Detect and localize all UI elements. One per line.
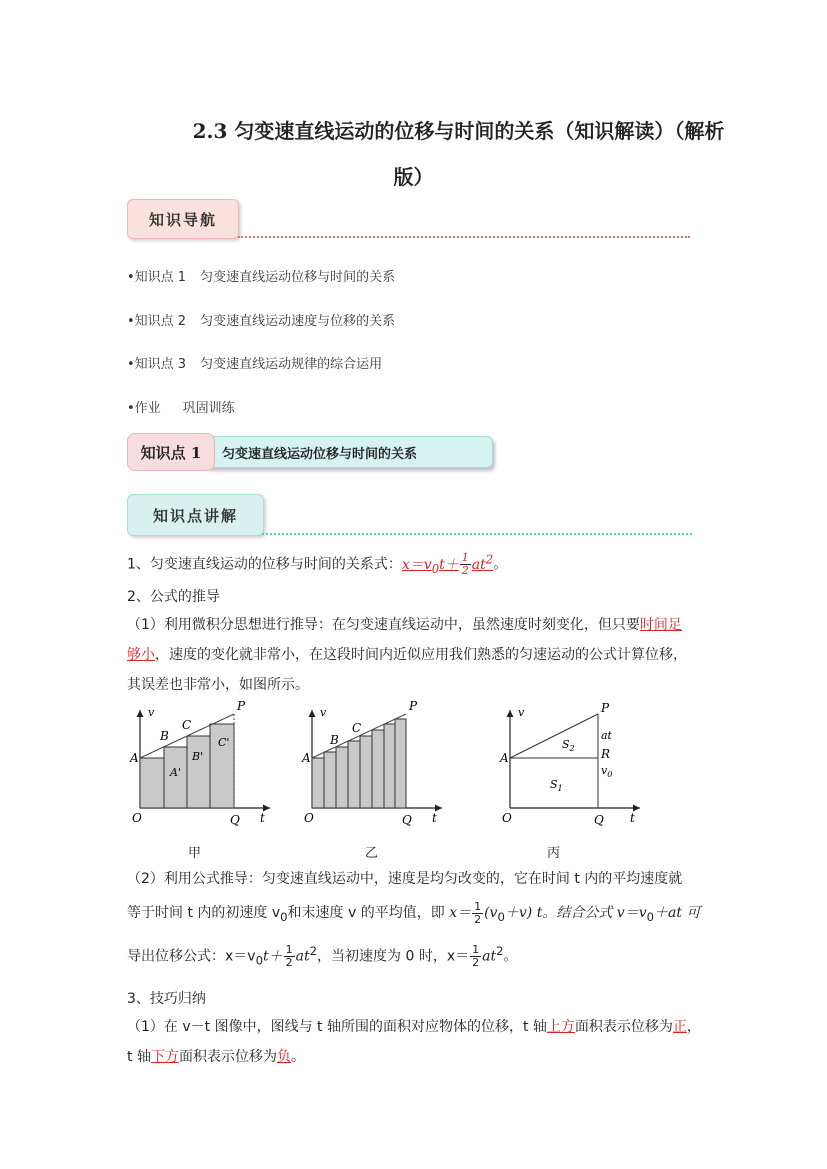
nav-badge: 知识导航 xyxy=(127,199,239,239)
svg-text:A: A xyxy=(500,751,509,765)
section-3-heading: 3、技巧归纳 xyxy=(127,991,206,1007)
toc-item-1: •知识点 1 匀变速直线运动位移与时间的关系 xyxy=(127,270,396,285)
knowledge-point-1-header xyxy=(127,433,480,473)
paragraph-tips: （1）在 v－t 图像中，图线与 t 轴所围的面积对应物体的位移，t 轴上方面积表示位移为正， t 轴下方面积表示位移为负。 xyxy=(127,1019,701,1065)
svg-text:Q: Q xyxy=(230,813,240,827)
caption-jia: 甲 xyxy=(188,846,202,861)
caption-yi: 乙 xyxy=(365,846,379,861)
svg-text:A': A' xyxy=(170,766,181,779)
svg-text:O: O xyxy=(304,811,314,825)
svg-text:O: O xyxy=(502,811,512,825)
kp1-title: 匀变速直线运动位移与时间的关系 xyxy=(207,436,493,468)
svg-text:S2: $S_2$ xyxy=(562,738,575,753)
paragraph-formula-derivation: （2）利用公式推导：匀变速直线运动中，速度是均匀改变的，它在时间 t 内的平均速度就 等于时间 t 内的初速度 $v_0$和末速度 v 的平均值，即 x＝ $\frac{1}{2}$ $(v_0+v)$ t。结合公式 $v=v_0+at$ 可 导出位移公式：$x=v_0t+$ $\frac{1}{2}$ $at^2$，当初速度为 0 时，x＝ $\frac{1}{2}$ $at^2$。 xyxy=(127,871,701,969)
section-2-heading: 2、公式的推导 xyxy=(127,589,220,605)
svg-text:v: v xyxy=(320,706,327,719)
svg-text:R: R xyxy=(601,747,611,761)
displacement-formula: $x=v_0t+$ $\frac{1}{2}$ $at^2$ xyxy=(401,551,494,578)
svg-text:B: B xyxy=(160,729,169,743)
toc-item-3: •知识点 3 匀变速直线运动规律的综合运用 xyxy=(127,357,383,372)
svg-text:O: O xyxy=(132,811,142,825)
explain-badge: 知识点讲解 xyxy=(127,494,264,536)
svg-text:S1: $S_1$ xyxy=(550,778,563,793)
svg-text:B: B xyxy=(330,733,339,747)
svg-text:A: A xyxy=(130,751,139,765)
svg-text:P: P xyxy=(601,701,610,715)
svg-text:Q: Q xyxy=(402,813,412,827)
svg-text:C: C xyxy=(352,721,362,735)
vt-figures xyxy=(120,696,700,866)
svg-text:at: at xyxy=(601,729,612,742)
caption-bing: 丙 xyxy=(547,846,561,861)
nav-divider xyxy=(238,236,690,238)
figure-yi xyxy=(301,699,442,827)
svg-text:v: v xyxy=(148,706,155,719)
svg-text:t: t xyxy=(630,811,635,825)
svg-text:B': B' xyxy=(192,750,204,763)
svg-text:C': C' xyxy=(218,736,230,749)
svg-text:P: P xyxy=(237,699,246,713)
kp1-tag: 知识点 1 xyxy=(127,433,215,471)
svg-text:v: v xyxy=(518,706,525,719)
explain-divider xyxy=(262,533,692,535)
svg-text:v0: $v_0$ xyxy=(601,764,613,779)
svg-text:t: t xyxy=(260,811,265,825)
section-1-formula: 1、匀变速直线运动的位移与时间的关系式：$x=v_0t+$ $\frac{1}{2}$ $at^2$。 xyxy=(127,551,508,578)
toc-item-2: •知识点 2 匀变速直线运动速度与位移的关系 xyxy=(127,314,396,329)
title-line-1: 2.3 匀变速直线运动的位移与时间的关系（知识解读）（解析 xyxy=(192,119,725,143)
title-line-2: 版） xyxy=(393,165,434,189)
svg-text:t: t xyxy=(432,811,437,825)
paragraph-calculus: （1）利用微积分思想进行推导：在匀变速直线运动中，虽然速度时刻变化，但只要时间足 够小，速度的变化就非常小，在这段时间内近似应用我们熟悉的匀速运动的公式计算位移， 其误差也非常小，如图所示。 xyxy=(127,617,687,693)
document-title xyxy=(0,108,827,200)
toc-item-4: •作业 巩固训练 xyxy=(127,401,235,416)
svg-text:A: A xyxy=(302,751,311,765)
svg-text:Q: Q xyxy=(594,813,604,827)
figure-bing xyxy=(499,701,640,827)
svg-text:P: P xyxy=(409,699,418,713)
figure-jia xyxy=(129,699,270,827)
svg-text:C: C xyxy=(182,718,192,732)
